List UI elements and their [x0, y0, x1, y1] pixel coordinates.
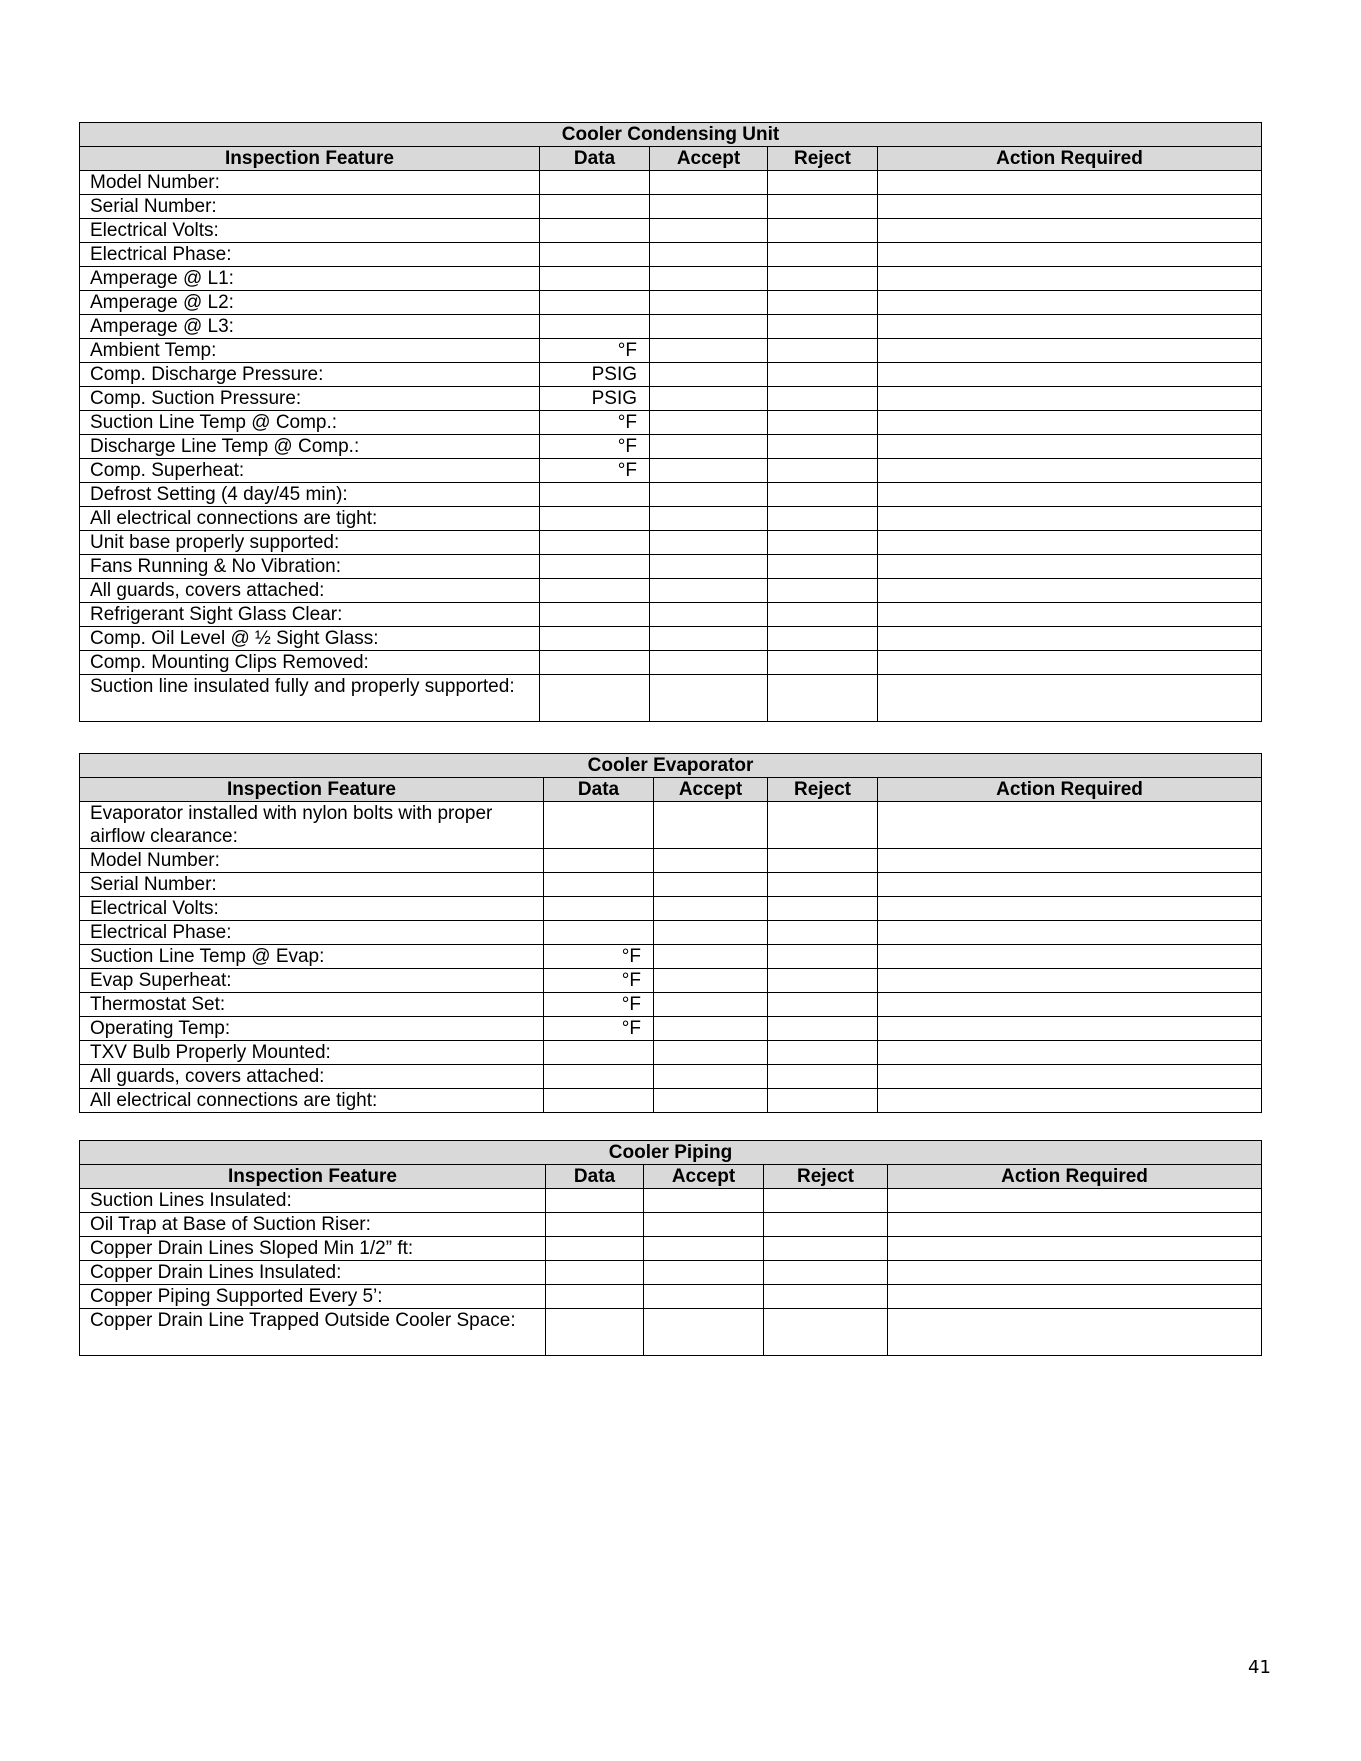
accept-cell[interactable] [654, 993, 768, 1017]
accept-cell[interactable] [650, 627, 768, 651]
table-row [80, 411, 1262, 435]
accept-cell[interactable] [650, 339, 768, 363]
accept-cell[interactable] [644, 1309, 764, 1356]
data-cell[interactable]: °F [544, 1017, 654, 1041]
inspection-feature-cell: Comp. Discharge Pressure: [80, 363, 540, 387]
table-row [80, 969, 1262, 993]
reject-cell[interactable] [768, 993, 878, 1017]
data-cell[interactable] [540, 603, 650, 627]
action-required-cell[interactable] [888, 1189, 1262, 1213]
reject-cell[interactable] [768, 195, 878, 219]
data-cell[interactable] [540, 315, 650, 339]
action-required-cell[interactable] [878, 483, 1262, 507]
accept-cell[interactable] [650, 171, 768, 195]
reject-cell[interactable] [768, 315, 878, 339]
accept-cell[interactable] [654, 849, 768, 873]
reject-cell[interactable] [768, 267, 878, 291]
inspection-feature-cell: Evap Superheat: [80, 969, 544, 993]
data-cell[interactable]: °F [540, 339, 650, 363]
accept-cell[interactable] [650, 267, 768, 291]
table-row [80, 873, 1262, 897]
data-cell[interactable] [540, 531, 650, 555]
data-cell[interactable] [544, 873, 654, 897]
reject-cell[interactable] [764, 1261, 888, 1285]
inspection-feature-cell: Oil Trap at Base of Suction Riser: [80, 1213, 546, 1237]
table-title-row [80, 1141, 1262, 1165]
data-cell[interactable]: PSIG [540, 387, 650, 411]
accept-cell[interactable] [644, 1213, 764, 1237]
data-cell[interactable] [546, 1309, 644, 1356]
data-cell[interactable]: °F [544, 945, 654, 969]
table-row [80, 1041, 1262, 1065]
action-required-cell[interactable] [878, 945, 1262, 969]
action-required-cell[interactable] [878, 1065, 1262, 1089]
inspection-feature-cell: Suction line insulated fully and properly supported: [80, 675, 540, 722]
reject-cell[interactable] [768, 651, 878, 675]
accept-cell[interactable] [654, 921, 768, 945]
column-header: Inspection Feature [80, 1165, 546, 1189]
reject-cell[interactable] [768, 363, 878, 387]
data-cell[interactable] [544, 1065, 654, 1089]
inspection-feature-cell: Comp. Oil Level @ ½ Sight Glass: [80, 627, 540, 651]
table-row [80, 1309, 1262, 1356]
table-row [80, 483, 1262, 507]
data-cell[interactable] [540, 291, 650, 315]
piping-table [79, 1140, 1262, 1356]
table-title: Cooler Piping [80, 1141, 1262, 1165]
action-required-cell[interactable] [878, 897, 1262, 921]
inspection-feature-cell: Amperage @ L1: [80, 267, 540, 291]
action-required-cell[interactable] [878, 291, 1262, 315]
reject-cell[interactable] [768, 339, 878, 363]
table-row [80, 675, 1262, 722]
reject-cell[interactable] [768, 435, 878, 459]
accept-cell[interactable] [644, 1261, 764, 1285]
data-cell[interactable] [546, 1237, 644, 1261]
reject-cell[interactable] [764, 1237, 888, 1261]
reject-cell[interactable] [768, 603, 878, 627]
action-required-cell[interactable] [878, 993, 1262, 1017]
inspection-feature-cell: Electrical Phase: [80, 243, 540, 267]
action-required-cell[interactable] [878, 603, 1262, 627]
action-required-cell[interactable] [878, 363, 1262, 387]
reject-cell[interactable] [768, 1041, 878, 1065]
table-row [80, 219, 1262, 243]
data-cell[interactable] [540, 651, 650, 675]
reject-cell[interactable] [768, 219, 878, 243]
reject-cell[interactable] [768, 507, 878, 531]
accept-cell[interactable] [644, 1237, 764, 1261]
column-header: Action Required [888, 1165, 1262, 1189]
reject-cell[interactable] [768, 849, 878, 873]
action-required-cell[interactable] [878, 267, 1262, 291]
action-required-cell[interactable] [878, 339, 1262, 363]
column-header: Accept [650, 147, 768, 171]
action-required-cell[interactable] [878, 459, 1262, 483]
accept-cell[interactable] [650, 531, 768, 555]
inspection-feature-cell: Model Number: [80, 849, 544, 873]
reject-cell[interactable] [768, 627, 878, 651]
action-required-cell[interactable] [878, 171, 1262, 195]
reject-cell[interactable] [768, 459, 878, 483]
data-cell[interactable]: °F [544, 969, 654, 993]
accept-cell[interactable] [650, 219, 768, 243]
reject-cell[interactable] [768, 483, 878, 507]
action-required-cell[interactable] [878, 387, 1262, 411]
reject-cell[interactable] [764, 1309, 888, 1356]
inspection-feature-cell: Suction Line Temp @ Comp.: [80, 411, 540, 435]
action-required-cell[interactable] [878, 1017, 1262, 1041]
table-row [80, 531, 1262, 555]
action-required-cell[interactable] [878, 802, 1262, 849]
accept-cell[interactable] [650, 483, 768, 507]
table-row [80, 195, 1262, 219]
reject-cell[interactable] [768, 1089, 878, 1113]
reject-cell[interactable] [768, 897, 878, 921]
accept-cell[interactable] [650, 291, 768, 315]
inspection-feature-cell: Suction Lines Insulated: [80, 1189, 546, 1213]
table-row [80, 1237, 1262, 1261]
column-header: Inspection Feature [80, 147, 540, 171]
data-cell[interactable] [540, 219, 650, 243]
reject-cell[interactable] [768, 171, 878, 195]
column-header: Data [540, 147, 650, 171]
inspection-feature-cell: Comp. Mounting Clips Removed: [80, 651, 540, 675]
inspection-feature-cell: Copper Piping Supported Every 5’: [80, 1285, 546, 1309]
accept-cell[interactable] [650, 387, 768, 411]
data-cell[interactable]: PSIG [540, 363, 650, 387]
accept-cell[interactable] [650, 675, 768, 722]
reject-cell[interactable] [768, 579, 878, 603]
data-cell[interactable]: °F [540, 411, 650, 435]
action-required-cell[interactable] [888, 1261, 1262, 1285]
reject-cell[interactable] [768, 243, 878, 267]
table-row [80, 315, 1262, 339]
reject-cell[interactable] [768, 411, 878, 435]
accept-cell[interactable] [654, 802, 768, 849]
inspection-feature-cell: Electrical Volts: [80, 897, 544, 921]
action-required-cell[interactable] [878, 555, 1262, 579]
data-cell[interactable]: °F [540, 435, 650, 459]
table-row [80, 993, 1262, 1017]
table-row [80, 1065, 1262, 1089]
table-row [80, 651, 1262, 675]
inspection-feature-cell: Copper Drain Lines Sloped Min 1/2” ft: [80, 1237, 546, 1261]
page-number: 41 [1248, 1657, 1271, 1678]
inspection-feature-cell: Comp. Suction Pressure: [80, 387, 540, 411]
accept-cell[interactable] [654, 969, 768, 993]
table-row [80, 897, 1262, 921]
inspection-feature-cell: Electrical Volts: [80, 219, 540, 243]
table-row [80, 339, 1262, 363]
accept-cell[interactable] [650, 507, 768, 531]
data-cell[interactable] [546, 1189, 644, 1213]
action-required-cell[interactable] [878, 243, 1262, 267]
data-cell[interactable]: °F [540, 459, 650, 483]
action-required-cell[interactable] [878, 627, 1262, 651]
column-header: Reject [768, 147, 878, 171]
reject-cell[interactable] [768, 555, 878, 579]
action-required-cell[interactable] [888, 1309, 1262, 1356]
column-header: Accept [644, 1165, 764, 1189]
table-row [80, 555, 1262, 579]
inspection-feature-cell: All electrical connections are tight: [80, 1089, 544, 1113]
table-row [80, 627, 1262, 651]
accept-cell[interactable] [650, 579, 768, 603]
table-row [80, 267, 1262, 291]
data-cell[interactable] [540, 195, 650, 219]
table-row [80, 849, 1262, 873]
reject-cell[interactable] [768, 531, 878, 555]
reject-cell[interactable] [764, 1189, 888, 1213]
inspection-feature-cell: Copper Drain Lines Insulated: [80, 1261, 546, 1285]
table-row [80, 243, 1262, 267]
inspection-feature-cell: TXV Bulb Properly Mounted: [80, 1041, 544, 1065]
table-row [80, 171, 1262, 195]
table-row [80, 507, 1262, 531]
table-row [80, 291, 1262, 315]
accept-cell[interactable] [650, 603, 768, 627]
data-cell[interactable] [540, 579, 650, 603]
action-required-cell[interactable] [888, 1237, 1262, 1261]
accept-cell[interactable] [654, 1065, 768, 1089]
table-row [80, 1189, 1262, 1213]
action-required-cell[interactable] [878, 1089, 1262, 1113]
inspection-feature-cell: Unit base properly supported: [80, 531, 540, 555]
data-cell[interactable] [544, 897, 654, 921]
accept-cell[interactable] [650, 243, 768, 267]
inspection-feature-cell: Thermostat Set: [80, 993, 544, 1017]
accept-cell[interactable] [654, 1089, 768, 1113]
data-cell[interactable] [540, 627, 650, 651]
table-row [80, 579, 1262, 603]
inspection-feature-cell: Electrical Phase: [80, 921, 544, 945]
action-required-cell[interactable] [878, 969, 1262, 993]
data-cell[interactable] [540, 243, 650, 267]
inspection-feature-cell: Serial Number: [80, 195, 540, 219]
column-header: Accept [654, 778, 768, 802]
table-row [80, 802, 1262, 849]
accept-cell[interactable] [654, 873, 768, 897]
table-row [80, 1213, 1262, 1237]
table-row [80, 921, 1262, 945]
action-required-cell[interactable] [878, 849, 1262, 873]
table-row [80, 1089, 1262, 1113]
inspection-feature-cell: Comp. Superheat: [80, 459, 540, 483]
reject-cell[interactable] [768, 387, 878, 411]
accept-cell[interactable] [654, 1041, 768, 1065]
table-title: Cooler Evaporator [80, 754, 1262, 778]
table-row [80, 603, 1262, 627]
inspection-feature-cell: Model Number: [80, 171, 540, 195]
data-cell[interactable] [540, 675, 650, 722]
reject-cell[interactable] [768, 802, 878, 849]
action-required-cell[interactable] [888, 1213, 1262, 1237]
column-header: Action Required [878, 147, 1262, 171]
inspection-feature-cell: Amperage @ L2: [80, 291, 540, 315]
accept-cell[interactable] [650, 363, 768, 387]
condensing-unit-table [79, 122, 1262, 722]
accept-cell[interactable] [650, 459, 768, 483]
table-row [80, 459, 1262, 483]
accept-cell[interactable] [644, 1285, 764, 1309]
action-required-cell[interactable] [878, 675, 1262, 722]
reject-cell[interactable] [768, 1017, 878, 1041]
table-row [80, 1017, 1262, 1041]
column-header: Action Required [878, 778, 1262, 802]
action-required-cell[interactable] [878, 921, 1262, 945]
column-header: Reject [764, 1165, 888, 1189]
action-required-cell[interactable] [878, 873, 1262, 897]
inspection-feature-cell: Fans Running & No Vibration: [80, 555, 540, 579]
column-header: Data [544, 778, 654, 802]
action-required-cell[interactable] [878, 435, 1262, 459]
accept-cell[interactable] [650, 195, 768, 219]
reject-cell[interactable] [768, 675, 878, 722]
reject-cell[interactable] [768, 1065, 878, 1089]
accept-cell[interactable] [644, 1189, 764, 1213]
data-cell[interactable] [544, 849, 654, 873]
inspection-feature-cell: Discharge Line Temp @ Comp.: [80, 435, 540, 459]
data-cell[interactable] [544, 921, 654, 945]
table-row [80, 1261, 1262, 1285]
accept-cell[interactable] [650, 411, 768, 435]
column-header: Inspection Feature [80, 778, 544, 802]
evaporator-table [79, 753, 1262, 1113]
reject-cell[interactable] [768, 945, 878, 969]
data-cell[interactable] [540, 555, 650, 579]
inspection-feature-cell: Suction Line Temp @ Evap: [80, 945, 544, 969]
data-cell[interactable] [540, 507, 650, 531]
accept-cell[interactable] [654, 1017, 768, 1041]
data-cell[interactable] [544, 802, 654, 849]
table-row [80, 1285, 1262, 1309]
accept-cell[interactable] [650, 435, 768, 459]
data-cell[interactable]: °F [544, 993, 654, 1017]
inspection-feature-cell: All electrical connections are tight: [80, 507, 540, 531]
accept-cell[interactable] [650, 315, 768, 339]
data-cell[interactable] [540, 483, 650, 507]
inspection-feature-cell: Ambient Temp: [80, 339, 540, 363]
table-row [80, 387, 1262, 411]
reject-cell[interactable] [764, 1285, 888, 1309]
reject-cell[interactable] [764, 1213, 888, 1237]
table-title-row [80, 123, 1262, 147]
action-required-cell[interactable] [878, 1041, 1262, 1065]
action-required-cell[interactable] [878, 507, 1262, 531]
table-row [80, 363, 1262, 387]
action-required-cell[interactable] [878, 651, 1262, 675]
inspection-feature-cell: Copper Drain Line Trapped Outside Cooler Space: [80, 1309, 546, 1356]
action-required-cell[interactable] [878, 531, 1262, 555]
table-title: Cooler Condensing Unit [80, 123, 1262, 147]
data-cell[interactable] [544, 1089, 654, 1113]
data-cell[interactable] [546, 1285, 644, 1309]
column-header: Data [546, 1165, 644, 1189]
data-cell[interactable] [540, 267, 650, 291]
inspection-feature-cell: Defrost Setting (4 day/45 min): [80, 483, 540, 507]
table-row [80, 435, 1262, 459]
accept-cell[interactable] [654, 945, 768, 969]
accept-cell[interactable] [650, 555, 768, 579]
reject-cell[interactable] [768, 969, 878, 993]
data-cell[interactable] [546, 1261, 644, 1285]
column-header: Reject [768, 778, 878, 802]
data-cell[interactable] [544, 1041, 654, 1065]
inspection-feature-cell: Refrigerant Sight Glass Clear: [80, 603, 540, 627]
inspection-feature-cell: All guards, covers attached: [80, 1065, 544, 1089]
inspection-feature-cell: Operating Temp: [80, 1017, 544, 1041]
reject-cell[interactable] [768, 921, 878, 945]
action-required-cell[interactable] [878, 219, 1262, 243]
inspection-feature-cell: Amperage @ L3: [80, 315, 540, 339]
table-title-row [80, 754, 1262, 778]
reject-cell[interactable] [768, 291, 878, 315]
accept-cell[interactable] [650, 651, 768, 675]
inspection-feature-cell: Serial Number: [80, 873, 544, 897]
action-required-cell[interactable] [878, 195, 1262, 219]
action-required-cell[interactable] [878, 315, 1262, 339]
table-header-row [80, 1165, 1262, 1189]
inspection-feature-cell: Evaporator installed with nylon bolts with proper airflow clearance: [80, 802, 544, 849]
accept-cell[interactable] [654, 897, 768, 921]
table-header-row [80, 778, 1262, 802]
action-required-cell[interactable] [888, 1285, 1262, 1309]
reject-cell[interactable] [768, 873, 878, 897]
data-cell[interactable] [540, 171, 650, 195]
table-header-row [80, 147, 1262, 171]
table-row [80, 945, 1262, 969]
data-cell[interactable] [546, 1213, 644, 1237]
inspection-feature-cell: All guards, covers attached: [80, 579, 540, 603]
action-required-cell[interactable] [878, 579, 1262, 603]
action-required-cell[interactable] [878, 411, 1262, 435]
